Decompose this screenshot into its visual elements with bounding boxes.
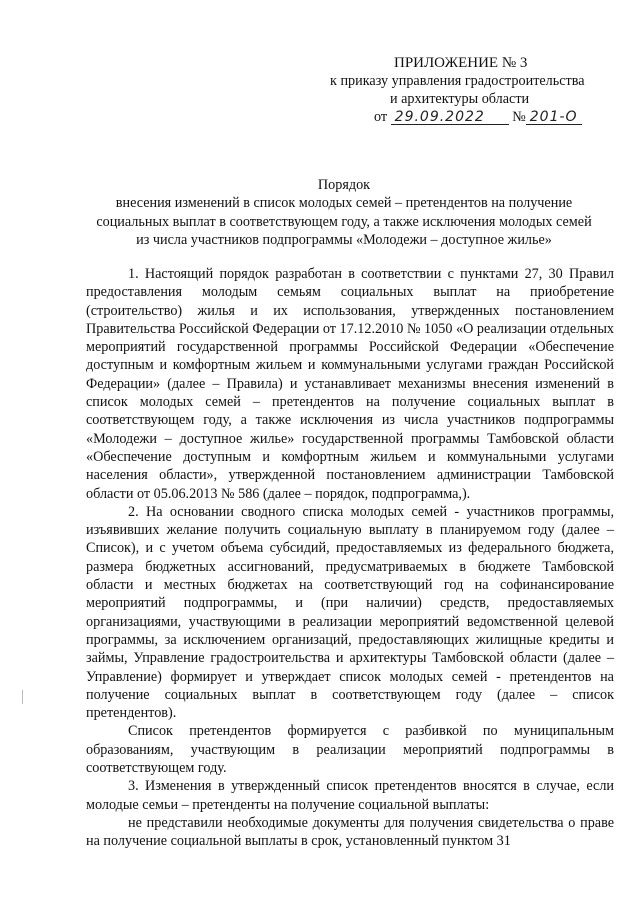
- paragraph-4: 3. Изменения в утвержденный список претендентов вносятся в случае, если молодые семьи – претенденты на получение социальной выплаты:: [86, 778, 614, 813]
- scan-margin-mark: [22, 690, 23, 704]
- paragraph-1: 1. Настоящий порядок разработан в соответствии с пунктами 27, 30 Правил предоставления молодым семьям социальных выплат на приобретение (строительство) жилья и их использования, утвержденных постановлением Правительства Российской Федерации от 17.12.2010 № 1050 «О реализации отдельных мероприятий государственной программы Российской Федерации «Обеспечение доступным и комфортным жильем и коммунальными услугами граждан Российской Федерации» (далее – Правила) и устанавливает механизмы внесения изменений в список молодых семей – претендентов на получение социальных выплат в соответствующем году, а также исключения из числа участников подпрограммы «Молодежи – доступное жилье» государственной программы Тамбовской области «Обеспечение доступным и комфортным жильем и коммунальными услугами населения области», утвержденной постановлением администрации Тамбовской области от 05.06.2013 № 586 (далее – порядок, подпрограмма,).: [86, 266, 614, 502]
- handwritten-number: 201-О: [526, 110, 582, 125]
- appendix-header: [330, 54, 620, 126]
- order-authority-line: и архитектуры области: [390, 91, 530, 107]
- paragraph-3: Список претендентов формируется с разбивкой по муниципальным образованиям, участвующим в реализации мероприятий подпрограммы в соответствующем году.: [86, 723, 614, 777]
- document-title: [96, 176, 592, 249]
- order-date-line: [330, 108, 620, 126]
- number-label: №: [512, 109, 526, 125]
- title-subtitle: внесения изменений в список молодых семей – претендентов на получение социальных выплат в соответствующем году, а также исключения молодых семей из числа участников подпрограммы «Молодежи – доступное жилье»: [96, 195, 592, 248]
- document-body: [86, 265, 614, 851]
- title-word: Порядок: [317, 177, 371, 193]
- appendix-number: ПРИЛОЖЕНИЕ № 3: [394, 55, 528, 71]
- paragraph-5: не представили необходимые документы для получения свидетельства о праве на получение социальной выплаты в срок, установленный пунктом 31: [86, 814, 614, 850]
- handwritten-date: 29.09.2022: [391, 110, 509, 125]
- from-label: от: [374, 109, 388, 125]
- order-reference-line: к приказу управления градостроительства: [330, 73, 585, 89]
- paragraph-2: 2. На основании сводного списка молодых семей - участников программы, изъявивших желание получить социальную выплату в планируемом году (далее – Список), и с учетом объема субсидий, предоставляемых из федерального бюджета, размера бюджетных ассигнований, предусматриваемых в бюджете Тамбовской области и местных бюджетах на соответствующий год на софинансирование мероприятий подпрограммы, и (при наличии) средств, предоставляемых организациями, участвующими в реализации мероприятий ведомственной целевой программы, за исключением организаций, предоставляющих жилищные кредиты и займы, Управление градостроительства и архитектуры Тамбовской области (далее – Управление) формирует и утверждает список молодых семей - претендентов на получение социальных выплат в соответствующем году (далее – список претендентов).: [86, 503, 614, 722]
